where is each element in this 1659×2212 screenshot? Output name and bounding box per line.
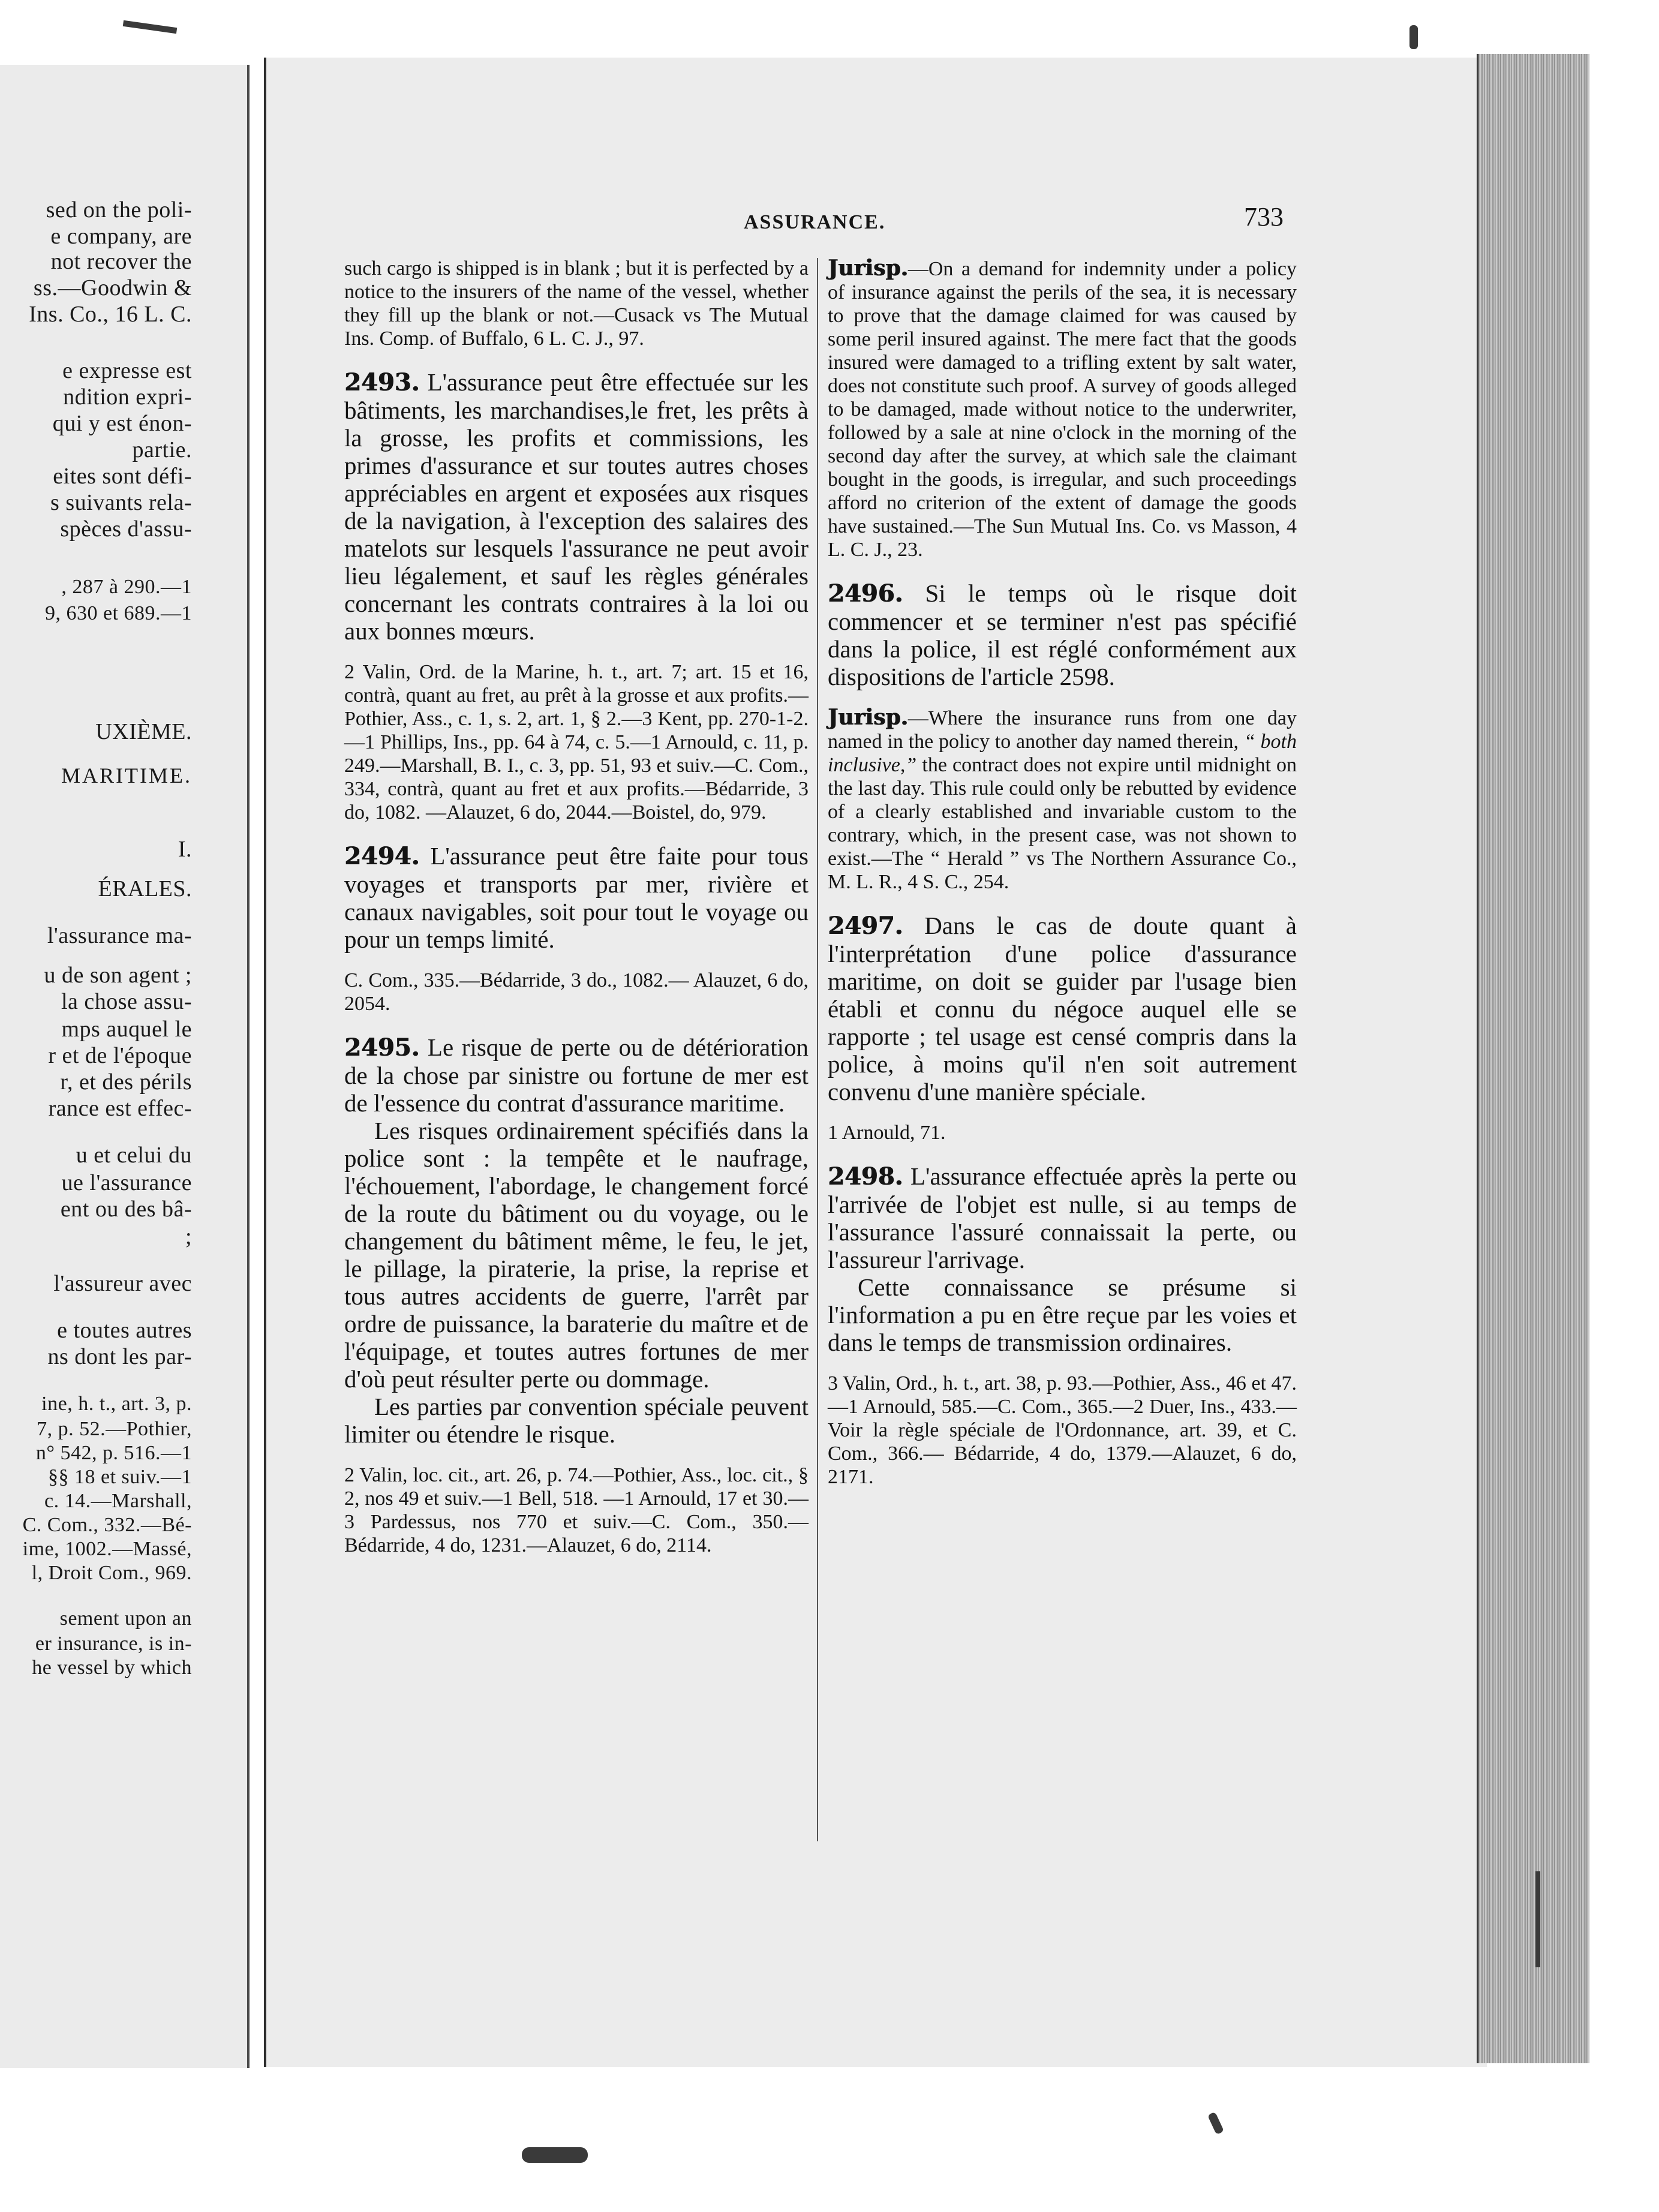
facing-page-fragment: u de son agent ; [44,963,192,988]
article-2498 [828,1162,1297,1356]
page-edge-stack [1477,54,1589,2063]
page-number: 733 [1244,202,1284,232]
article-number: 2493. [344,368,420,396]
facing-page-fragment: ; [185,1224,192,1249]
column-divider [817,258,818,1841]
article-number: 2494. [344,842,420,870]
jurisprudence-label: Jurisp. [828,705,908,730]
article-paragraph: Cette connaissance se présume si l'information a pu en être reçue par les voies et dans le temps de transmission ordinaires. [828,1273,1297,1356]
facing-page [0,65,250,2068]
article-text: Le risque de perte ou de détérioration de la chose par sinistre ou fortune de mer est de l'essence du contrat d'assurance maritime. [344,1033,809,1117]
running-head: ASSURANCE. [744,211,886,233]
scan-smudge [1207,2112,1224,2135]
facing-page-fragment: s suivants rela- [50,490,192,515]
article-number: 2496. [828,579,903,608]
facing-page-fragment: ine, h. t., art. 3, p. [41,1393,192,1415]
facing-page-fragment: I. [178,837,192,862]
jurisprudence-text: —Where the insurance runs from one day named in the policy to another day named therein, [828,707,1297,753]
article-number: 2497. [828,912,903,940]
facing-page-fragment: UXIÈME. [95,719,192,744]
article-2495-references: 2 Valin, loc. cit., art. 26, p. 74.—Pothier, Ass., loc. cit., § 2, nos 49 et suiv.—1 Bell, 518. —1 Arnould, 17 et 30.—3 Pardessus, nos 770 et suiv.—C. Com., 350.— Bédarride, 4 do, 1231.—Alauzet, 6 do, 2114. [344,1464,809,1556]
facing-page-fragment: la chose assu- [61,989,192,1014]
article-text: Si le temps où le risque doit commencer et se terminer n'est pas spécifié dans la police, il est réglé conformément aux dispositions de l'article 2598. [828,579,1297,690]
article-text: Dans le cas de doute quant à l'interprétation d'une police d'assurance maritime, on doit se guider par l'usage bien établi et connu du négoce auquel elle se rapporte ; tel usage est censé compris dans la police, à moins qu'il n'en soit autrement convenu d'une manière spéciale. [828,912,1297,1105]
facing-page-fragment: MARITIME. [61,764,192,788]
facing-page-fragment: r, et des périls [60,1069,192,1095]
facing-page-fragment: 9, 630 et 689.—1 [44,602,192,624]
article-2493-references: 2 Valin, Ord. de la Marine, h. t., art. 7; art. 15 et 16, contrà, quant au fret, au prêt à la grosse et aux profits.—Pothier, Ass., c. 1, s. 2, art. 1, § 2.—3 Kent, pp. 270-1-2.—1 Phillips, Ins., pp. 64 à 74, c. 5.—1 Arnould, c. 11, p. 249.—Marshall, B. I., c. 3, pp. 51, 93 et suiv.—C. Com., 334, contrà, quant au fret et aux profits.—Bédarride, 3 do, 1082. —Alauzet, 6 do, 2044.—Boistel, do, 979. [344,661,809,824]
article-2493 [344,368,809,645]
facing-page-fragment: spèces d'assu- [60,516,192,542]
article-paragraph: Les parties par convention spéciale peuvent limiter ou étendre le risque. [344,1393,809,1448]
scan-smudge [123,20,178,34]
facing-page-fragment: er insurance, is in- [35,1633,192,1655]
facing-page-fragment: r et de l'époque [48,1043,192,1068]
facing-page-fragment: ent ou des bâ- [60,1197,192,1222]
article-2494 [344,842,809,953]
facing-page-fragment: , 287 à 290.—1 [61,576,192,598]
facing-page-fragment: eites sont défi- [53,464,192,489]
article-paragraph: Les risques ordinairement spécifiés dans la police sont : la tempête et le naufrage, l'échouement, l'abordage, le changement forcé de la route du bâtiment ou du voyage, ou le changement du bâtiment même, le feu, le jet, le pillage, la piraterie, la prise, la reprise et tous autres accidents de guerre, l'arrêt par ordre de puissance, la baraterie du maître et de l'équipage, et toutes autres fortunes de mer d'où peut résulter perte ou dommage. [344,1117,809,1393]
facing-page-fragment: ÉRALES. [98,876,192,901]
facing-page-fragment: l'assureur avec [53,1271,192,1296]
facing-page-fragment: Ins. Co., 16 L. C. [29,302,192,327]
article-text: L'assurance peut être effectuée sur les bâtiments, les marchandises,le fret, les prêts à la grosse, les profits et commissions, les primes d'assurance et sur toutes autres choses appréciables en argent et exposées aux risques de la navigation, à l'exception des salaires des matelots sur lesquels l'assurance ne peut avoir lieu légalement, et sauf les règles générales concernant les contrats contraires à la loi ou aux bonnes mœurs. [344,368,809,645]
jurisprudence-note [828,257,1297,561]
facing-page-fragment: partie. [132,437,192,462]
jurisprudence-note [828,706,1297,894]
continuation-paragraph: such cargo is shipped is in blank ; but it is perfected by a notice to the insurers of the name of the vessel, whether they fill up the blank or not.—Cusack vs The Mutual Ins. Comp. of Buffalo, 6 L. C. J., 97. [344,257,809,350]
left-column [344,257,809,1575]
facing-page-fragment: c. 14.—Marshall, [44,1490,192,1512]
article-2496 [828,579,1297,690]
article-number: 2495. [344,1033,420,1062]
jurisprudence-text-end: the contract does not expire until midnight on the last day. This rule could only be rebutted by evidence of a clearly established and invariable custom to the contrary, which, in the present case, was not shown to exist.—The “ Herald ” vs The Northern Assurance Co., M. L. R., 4 S. C., 254. [828,754,1297,893]
article-text: L'assurance peut être faite pour tous voyages et transports par mer, rivière et canaux navigables, soit pour tout le voyage ou pour un temps limité. [344,842,809,953]
article-2498-references: 3 Valin, Ord., h. t., art. 38, p. 93.—Pothier, Ass., 46 et 47.—1 Arnould, 585.—C. Com., 365.—2 Duer, Ins., 433.— Voir la règle spéciale de l'Ordonnance, art. 39, et C. Com., 366.— Bédarride, 4 do, 1379.—Alauzet, 6 do, 2171. [828,1372,1297,1488]
facing-page-fragment: ue l'assurance [61,1170,192,1195]
facing-page-fragment: rance est effec- [48,1096,192,1121]
article-text: L'assurance effectuée après la perte ou l'arrivée de l'objet est nulle, si au temps de l'assurance l'assuré connaissait la perte, ou l'assureur l'arrivage. [828,1162,1297,1273]
jurisprudence-italic: “ both inclusive,” [828,731,1297,776]
facing-page-fragment: l, Droit Com., 969. [31,1562,192,1584]
facing-page-fragment: qui y est énon- [52,411,192,436]
right-column [828,257,1297,1507]
article-2495 [344,1033,809,1448]
facing-page-fragment: e expresse est [62,358,192,383]
facing-page-fragment: ns dont les par- [47,1344,192,1369]
facing-page-fragment: C. Com., 332.—Bé- [22,1514,192,1536]
jurisprudence-label: Jurisp. [828,256,908,281]
article-number: 2498. [828,1162,903,1191]
facing-page-fragment: ime, 1002.—Massé, [22,1538,192,1560]
facing-page-fragment: sed on the poli- [46,197,192,223]
facing-page-fragment: ss.—Goodwin & [33,275,192,300]
facing-page-fragment: n° 542, p. 516.—1 [35,1442,192,1464]
jurisprudence-text: —On a demand for indemnity under a policy of insurance against the perils of the sea, it is necessary to prove that the damage claimed for was caused by some peril insured against. The mere fact that the goods insured were damaged to a trifling extent by salt water, does not constitute such proof. A survey of goods alleged to be damaged, made without notice to the underwriter, followed by a sale at nine o'clock in the morning of the second day after the survey, at which sale the claimant bought in the goods, is irregular, and such proceedings afford no criterion of the extent of damage the goods have sustained.—The Sun Mutual Ins. Co. vs Masson, 4 L. C. J., 23. [828,258,1297,561]
facing-page-fragment: e company, are [50,224,192,249]
scan-smudge [1409,25,1418,49]
article-2497 [828,912,1297,1105]
facing-page-fragment: not recover the [50,249,192,274]
facing-page-fragment: e toutes autres [57,1318,192,1343]
facing-page-fragment: he vessel by which [32,1657,192,1679]
facing-page-fragment: §§ 18 et suiv.—1 [47,1466,192,1488]
article-2497-references: 1 Arnould, 71. [828,1122,946,1144]
facing-page-fragment: u et celui du [76,1143,192,1168]
scan-smudge [1535,1871,1540,1967]
facing-page-fragment: ndition expri- [63,384,192,410]
facing-page-fragment: 7, p. 52.—Pothier, [37,1418,192,1440]
scan-smudge [522,2147,588,2163]
article-2494-references: C. Com., 335.—Bédarride, 3 do., 1082.— Alauzet, 6 do, 2054. [344,969,809,1015]
facing-page-fragment: l'assurance ma- [47,923,192,948]
facing-page-fragment: sement upon an [59,1607,192,1630]
facing-page-fragment: mps auquel le [61,1017,192,1042]
